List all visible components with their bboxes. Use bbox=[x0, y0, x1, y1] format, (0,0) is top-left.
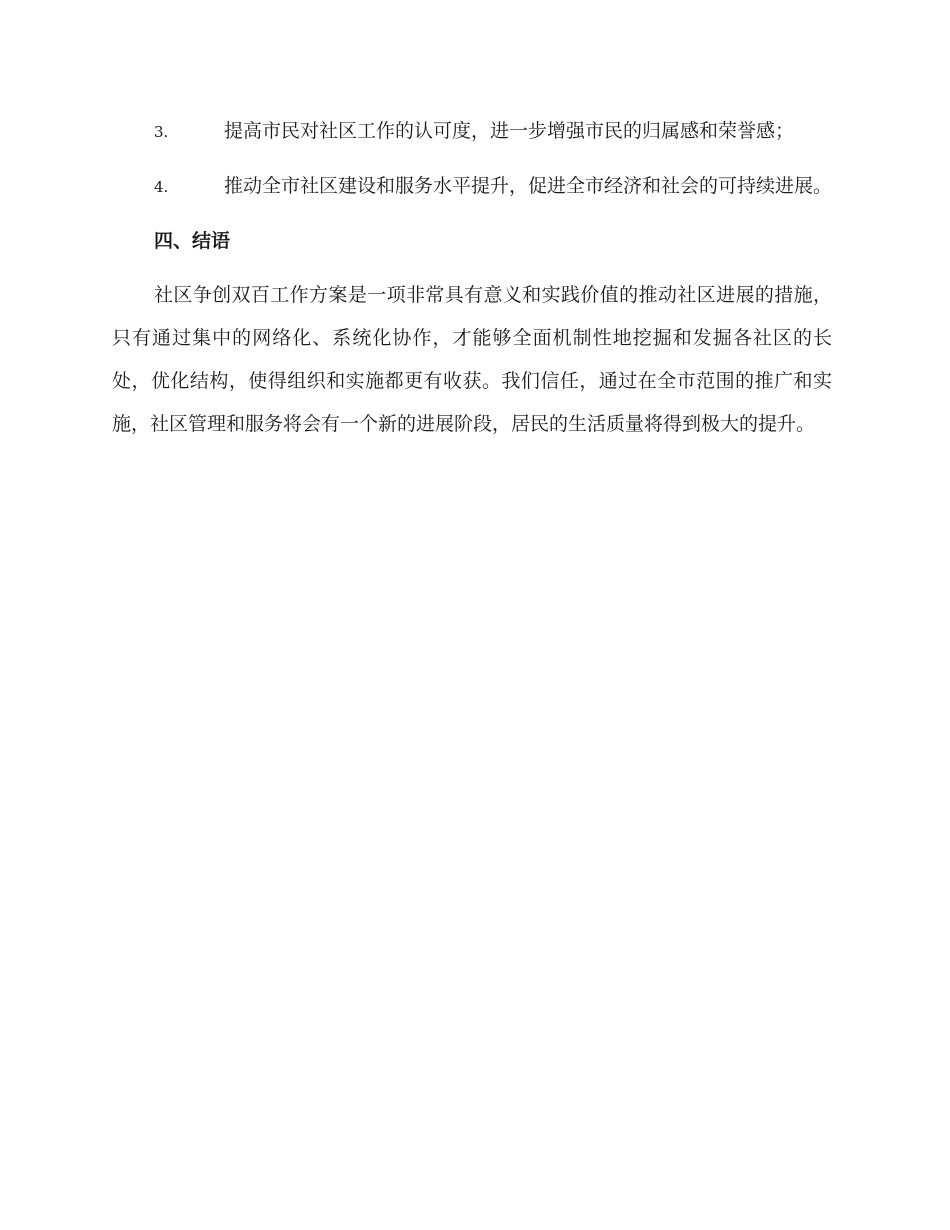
section-heading-conclusion: 四、结语 bbox=[154, 230, 231, 252]
list-item-text: 提高市民对社区工作的认可度，进一步增强市民的归属感和荣誉感； bbox=[224, 120, 795, 142]
list-item-4 bbox=[112, 165, 832, 209]
document-body bbox=[112, 110, 832, 446]
conclusion-paragraph: 社区争创双百工作方案是一项非常具有意义和实践价值的推动社区进展的措施，只有通过集中的网络化、系统化协作，才能够全面机制性地挖掘和发掘各社区的长处，优化结构，使得组织和实施都更有收获。我们信任，通过在全市范围的推广和实施，社区管理和服务将会有一个新的进展阶段，居民的生活质量将得到极大的提升。 bbox=[112, 284, 832, 435]
list-item-3 bbox=[112, 110, 832, 154]
list-item-number: 3. bbox=[154, 123, 169, 141]
list-item-number: 4. bbox=[154, 178, 169, 196]
list-item-text: 推动全市社区建设和服务水平提升，促进全市经济和社会的可持续进展。 bbox=[224, 175, 833, 197]
